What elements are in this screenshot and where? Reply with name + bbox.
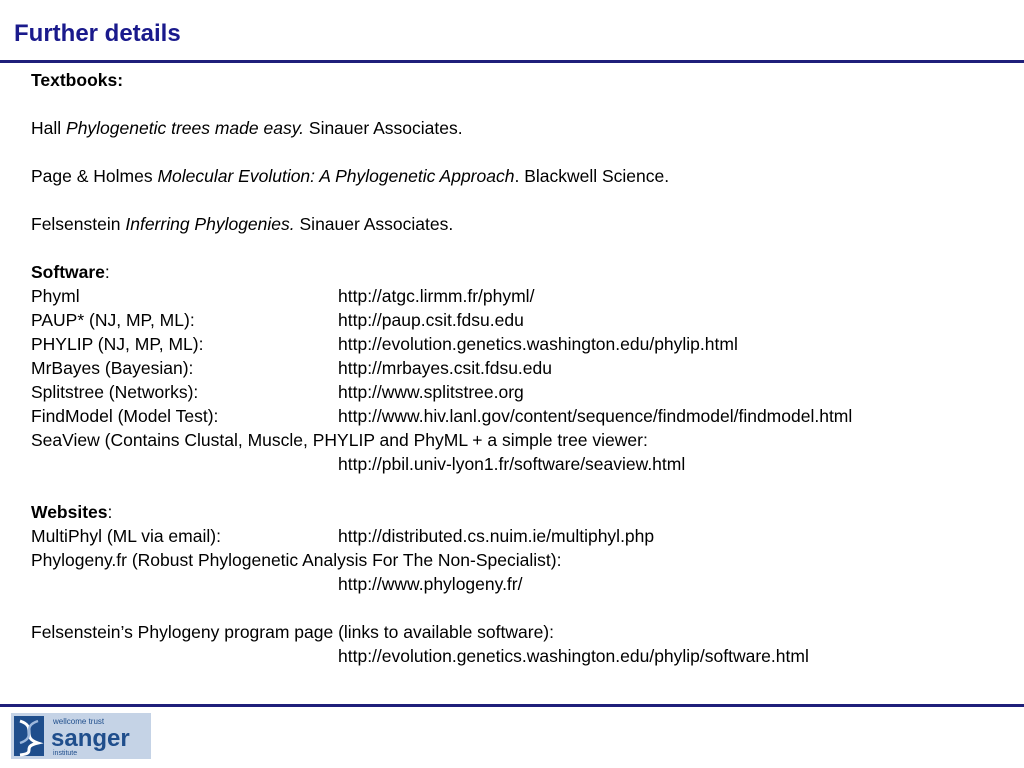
software-row xyxy=(31,356,1016,380)
software-url[interactable]: http://paup.csit.fdsu.edu xyxy=(338,310,524,330)
software-heading xyxy=(31,260,1016,284)
software-name: Phyml xyxy=(31,286,80,306)
software-name: MrBayes (Bayesian): xyxy=(31,358,194,378)
phylogeny-url[interactable]: http://www.phylogeny.fr/ xyxy=(338,574,523,594)
textbook-publisher: Sinauer Associates. xyxy=(304,118,463,138)
software-row xyxy=(31,332,1016,356)
felsenstein-description: Felsenstein’s Phylogeny program page (links to available software): xyxy=(31,622,555,642)
software-name: PHYLIP (NJ, MP, ML): xyxy=(31,334,204,354)
textbook-item xyxy=(31,212,1016,236)
logo-word: sanger xyxy=(51,725,130,752)
websites-heading xyxy=(31,500,1016,524)
software-name: Splitstree (Networks): xyxy=(31,382,199,402)
software-row xyxy=(31,404,1016,428)
phylogeny-description: Phylogeny.fr (Robust Phylogenetic Analysis For The Non-Specialist): xyxy=(31,550,562,570)
felsenstein-url[interactable]: http://evolution.genetics.washington.edu/phylip/software.html xyxy=(338,646,809,666)
website-row xyxy=(31,524,1016,548)
textbook-title: Molecular Evolution: A Phylogenetic Approach xyxy=(157,166,515,186)
textbook-author: Felsenstein xyxy=(31,214,126,234)
software-name: PAUP* (NJ, MP, ML): xyxy=(31,310,195,330)
software-row xyxy=(31,308,1016,332)
textbook-title: Phylogenetic trees made easy. xyxy=(66,118,305,138)
software-url[interactable]: http://mrbayes.csit.fdsu.edu xyxy=(338,358,552,378)
software-row xyxy=(31,284,1016,308)
website-url[interactable]: http://distributed.cs.nuim.ie/multiphyl.php xyxy=(338,526,655,546)
textbook-title: Inferring Phylogenies. xyxy=(125,214,295,234)
software-url[interactable]: http://www.splitstree.org xyxy=(338,382,524,402)
website-name: MultiPhyl (ML via email): xyxy=(31,526,221,546)
software-row xyxy=(31,380,1016,404)
textbook-author: Page & Holmes xyxy=(31,166,158,186)
textbook-item xyxy=(31,116,1016,140)
page-title: Further details xyxy=(14,20,181,47)
textbook-author: Hall xyxy=(31,118,67,138)
software-heading-colon: : xyxy=(104,262,110,282)
dna-helix-icon xyxy=(14,716,44,756)
software-url[interactable]: http://evolution.genetics.washington.edu/phylip.html xyxy=(338,334,738,354)
websites-heading-colon: : xyxy=(107,502,113,522)
footer-divider xyxy=(0,704,1024,707)
textbooks-heading: Textbooks: xyxy=(31,70,124,90)
textbook-publisher: Sinauer Associates. xyxy=(294,214,454,234)
header-divider xyxy=(0,60,1024,63)
software-url[interactable]: http://www.hiv.lanl.gov/content/sequence/findmodel/findmodel.html xyxy=(338,406,853,426)
seaview-url[interactable]: http://pbil.univ-lyon1.fr/software/seaview.html xyxy=(338,454,686,474)
textbook-item xyxy=(31,164,1016,188)
slide-content xyxy=(31,68,1016,668)
websites-heading-label: Websites xyxy=(31,502,108,522)
logo-line1: wellcome trust xyxy=(53,717,105,726)
sanger-logo xyxy=(11,713,151,759)
seaview-description: SeaView (Contains Clustal, Muscle, PHYLIP and PhyML + a simple tree viewer: xyxy=(31,430,648,450)
software-name: FindModel (Model Test): xyxy=(31,406,219,426)
textbook-publisher: . Blackwell Science. xyxy=(514,166,670,186)
logo-line3: institute xyxy=(53,750,78,757)
software-url[interactable]: http://atgc.lirmm.fr/phyml/ xyxy=(338,286,535,306)
software-heading-label: Software xyxy=(31,262,105,282)
